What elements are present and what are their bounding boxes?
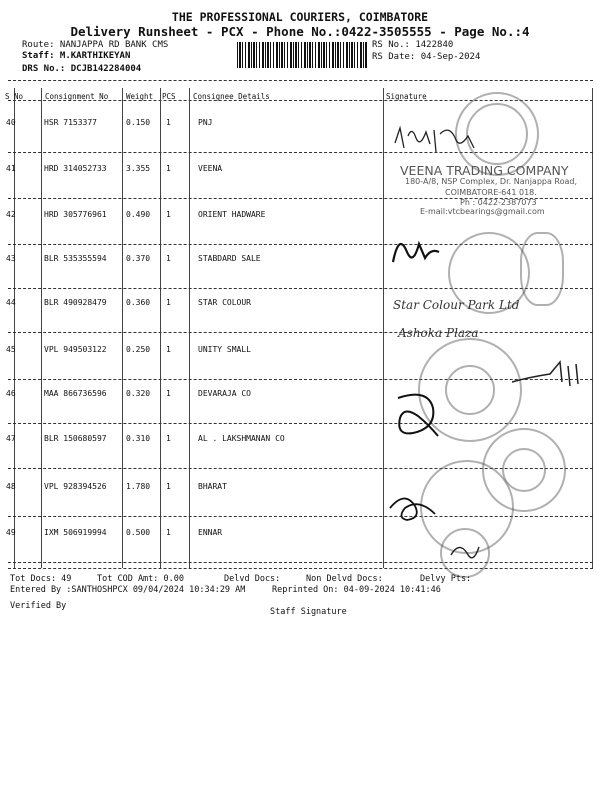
signature-orient-icon (385, 222, 455, 272)
reprinted-on: Reprinted On: 04-09-2024 10:41:46 (272, 585, 441, 595)
col-divider (592, 88, 593, 568)
row-42-sno: 42 (6, 210, 16, 219)
col-divider (189, 88, 190, 568)
row-46-sno: 46 (6, 389, 16, 398)
veena-stamp-city: COIMBATORE-641 018. (445, 188, 537, 197)
rs-date-label: RS Date: 04-Sep-2024 (372, 52, 481, 62)
row-48-weight: 1.780 (126, 482, 151, 491)
col-header-weight: Weight (126, 92, 154, 101)
drs-label: DRS No.: DCJB142284004 (22, 64, 142, 74)
row-46-pcs: 1 (166, 389, 171, 398)
row-49-weight: 0.500 (126, 528, 151, 537)
row-47-weight: 0.310 (126, 434, 151, 443)
company-title: THE PROFESSIONAL COURIERS, COIMBATORE (171, 10, 429, 24)
row-47-consignment: BLR 150680597 (44, 434, 107, 443)
row-40-consignee: PNJ (198, 118, 213, 127)
col-header-signature: Signature (386, 92, 427, 101)
non-delivered-docs: Non Delvd Docs: (306, 574, 383, 584)
row-45-sno: 45 (6, 345, 16, 354)
row-45-consignment: VPL 949503122 (44, 345, 107, 354)
row-46-weight: 0.320 (126, 389, 151, 398)
col-header-consignment: Consignment No (45, 92, 109, 101)
staff-label: Staff: M.KARTHIKEYAN (22, 51, 131, 61)
table-bottom-rule (8, 568, 593, 569)
col-header-pcs: PCS (162, 92, 176, 101)
row-41-consignee: VEENA (198, 164, 223, 173)
signature-unity-icon (510, 352, 590, 392)
signature-bharat-icon (385, 488, 445, 528)
row-44-sno: 44 (6, 298, 16, 307)
delivered-docs: Delvd Docs: (224, 574, 281, 584)
row-47-consignee: AL . LAKSHMANAN CO (198, 434, 285, 443)
row-46-consignment: MAA 866736596 (44, 389, 107, 398)
row-45-consignee: UNITY SMALL (198, 345, 251, 354)
row-43-consignment: BLR 535355594 (44, 254, 107, 263)
row-44-consignment: BLR 490928479 (44, 298, 107, 307)
row-42-pcs: 1 (166, 210, 171, 219)
row-40-pcs: 1 (166, 118, 171, 127)
row-43-consignee: STABDARD SALE (198, 254, 261, 263)
row-42-consignment: HRD 305776961 (44, 210, 107, 219)
row-47-sno: 47 (6, 434, 16, 443)
col-divider (160, 88, 161, 568)
star-colour-handwriting: Star Colour Park Ltd (393, 298, 520, 312)
row-44-weight: 0.360 (126, 298, 151, 307)
row-42-weight: 0.490 (126, 210, 151, 219)
row-43-weight: 0.370 (126, 254, 151, 263)
signature-pnj-icon (390, 118, 500, 158)
corporation-stamp-edge (520, 232, 564, 306)
row-47-pcs: 1 (166, 434, 171, 443)
col-header-sno: S No (5, 92, 24, 101)
row-46-consignee: DEVARAJA CO (198, 389, 251, 398)
row-40-weight: 0.150 (126, 118, 151, 127)
star-colour-handwriting-2: Ashoka Plaza (398, 326, 479, 340)
route-label: Route: NANJAPPA RD BANK CMS (22, 40, 169, 50)
veena-stamp-phone: Ph : 0422-2387073 (460, 198, 537, 207)
signature-ennar-icon (445, 535, 485, 571)
row-44-pcs: 1 (166, 298, 171, 307)
row-49-pcs: 1 (166, 528, 171, 537)
col-divider (383, 88, 384, 568)
row-41-pcs: 1 (166, 164, 171, 173)
row-48-sno: 48 (6, 482, 16, 491)
row-45-pcs: 1 (166, 345, 171, 354)
veena-stamp-email: E-mail:vtcbearings@gmail.com (420, 207, 545, 216)
rs-no-label: RS No.: 1422840 (372, 40, 454, 50)
row-48-consignee: BHARAT (198, 482, 227, 491)
row-48-pcs: 1 (166, 482, 171, 491)
col-divider (41, 88, 42, 568)
veena-stamp-name: VEENA TRADING COMPANY (400, 163, 569, 178)
col-divider (14, 88, 15, 568)
total-cod-amount: Tot COD Amt: 0.00 (97, 574, 184, 584)
verified-by: Verified By (10, 601, 67, 611)
col-divider (122, 88, 123, 568)
finance-stamp-inner (445, 365, 495, 415)
row-41-consignment: HRD 314052733 (44, 164, 107, 173)
row-49-consignment: IXM 506919994 (44, 528, 107, 537)
row-49-sno: 49 (6, 528, 16, 537)
row-43-pcs: 1 (166, 254, 171, 263)
veena-stamp-address: 180-A/8, NSP Complex, Dr. Nanjappa Road, (405, 177, 578, 186)
delivery-points: Delvy Pts: (420, 574, 472, 584)
barcode-icon (237, 42, 367, 68)
entered-by: Entered By :SANTHOSHPCX 09/04/2024 10:34:29 AM (10, 585, 246, 595)
row-separator (8, 562, 593, 563)
row-40-consignment: HSR 7153377 (44, 118, 97, 127)
table-top-rule (8, 80, 593, 81)
row-42-consignee: ORIENT HADWARE (198, 210, 266, 219)
row-41-sno: 41 (6, 164, 16, 173)
row-41-weight: 3.355 (126, 164, 151, 173)
runsheet-subtitle: Delivery Runsheet - PCX - Phone No.:0422-3505555 - Page No.:4 (70, 24, 530, 39)
row-separator (8, 332, 593, 333)
row-49-consignee: ENNAR (198, 528, 223, 537)
row-44-consignee: STAR COLOUR (198, 298, 251, 307)
col-header-consignee: Consignee Details (193, 92, 270, 101)
row-48-consignment: VPL 928394526 (44, 482, 107, 491)
signature-devaraja-icon (388, 388, 448, 443)
staff-signature: Staff Signature (270, 607, 347, 617)
row-43-sno: 43 (6, 254, 16, 263)
row-45-weight: 0.250 (126, 345, 151, 354)
row-40-sno: 40 (6, 118, 16, 127)
total-docs: Tot Docs: 49 (10, 574, 72, 584)
